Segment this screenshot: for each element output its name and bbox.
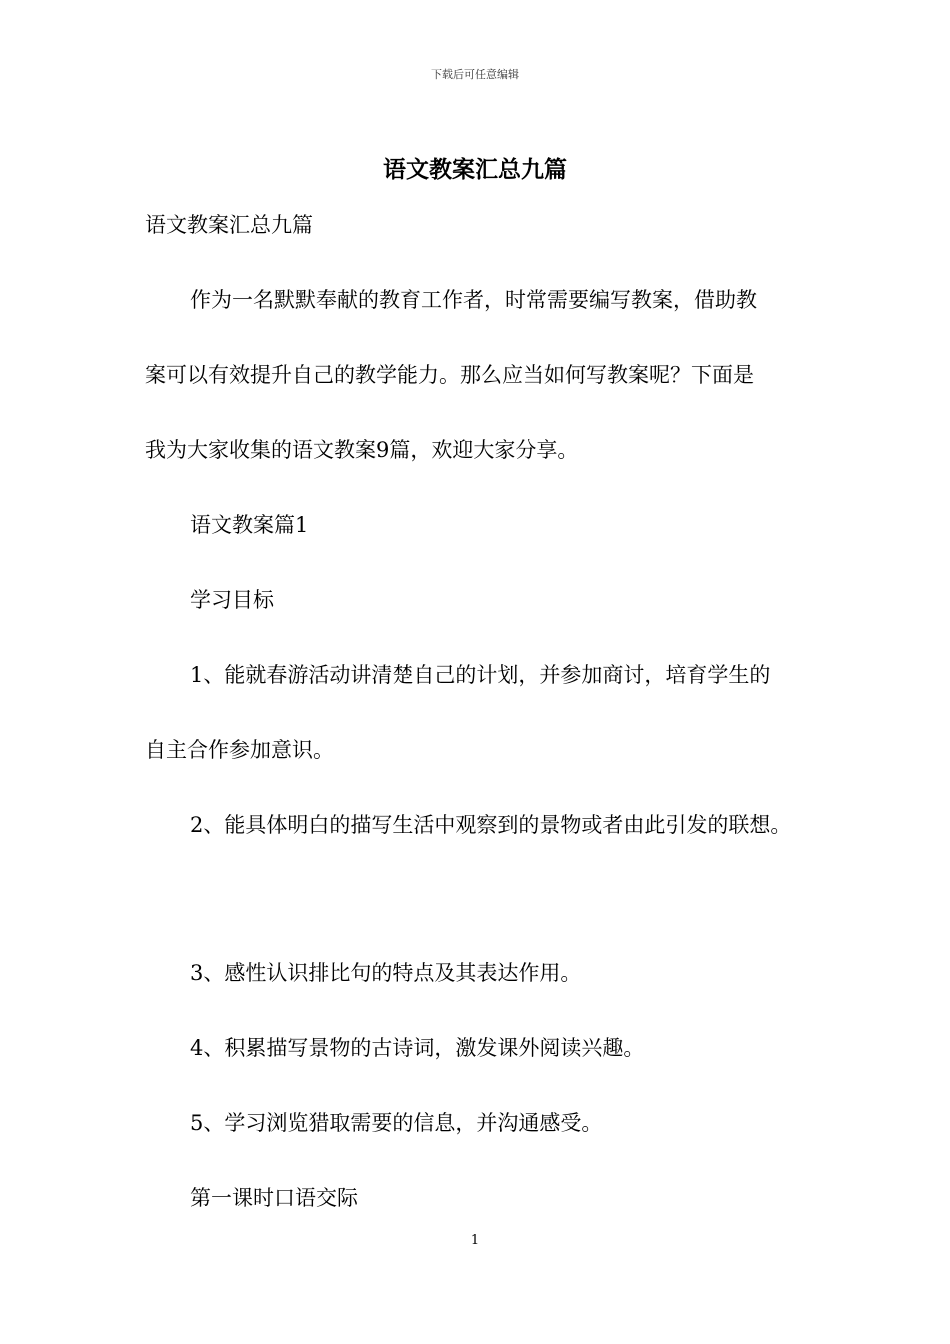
- objective-line: 4、积累描写景物的古诗词，激发课外阅读兴趣。: [190, 1036, 645, 1060]
- document-title: 语文教案汇总九篇: [383, 156, 567, 183]
- section-heading: 语文教案篇1: [190, 513, 309, 537]
- document-subtitle: 语文教案汇总九篇: [145, 213, 313, 237]
- objective-line: 2、能具体明白的描写生活中观察到的景物或者由此引发的联想。: [190, 813, 792, 837]
- objective-line: 5、学习浏览猎取需要的信息，并沟通感受。: [190, 1111, 603, 1135]
- objective-line: 自主合作参加意识。: [145, 738, 334, 762]
- objective-line: 1、能就春游活动讲清楚自己的计划，并参加商讨，培育学生的: [190, 663, 771, 687]
- header-note: 下载后可任意编辑: [431, 68, 519, 81]
- intro-line-2: 案可以有效提升自己的教学能力。那么应当如何写教案呢？下面是: [145, 363, 754, 387]
- objective-line: 3、感性认识排比句的特点及其表达作用。: [190, 961, 582, 985]
- objectives-heading: 学习目标: [190, 588, 274, 612]
- intro-line-3: 我为大家收集的语文教案9篇，欢迎大家分享。: [145, 438, 579, 462]
- intro-line-1: 作为一名默默奉献的教育工作者，时常需要编写教案，借助教: [190, 288, 757, 312]
- lesson-heading: 第一课时口语交际: [190, 1186, 358, 1210]
- page-number: 1: [470, 1233, 480, 1248]
